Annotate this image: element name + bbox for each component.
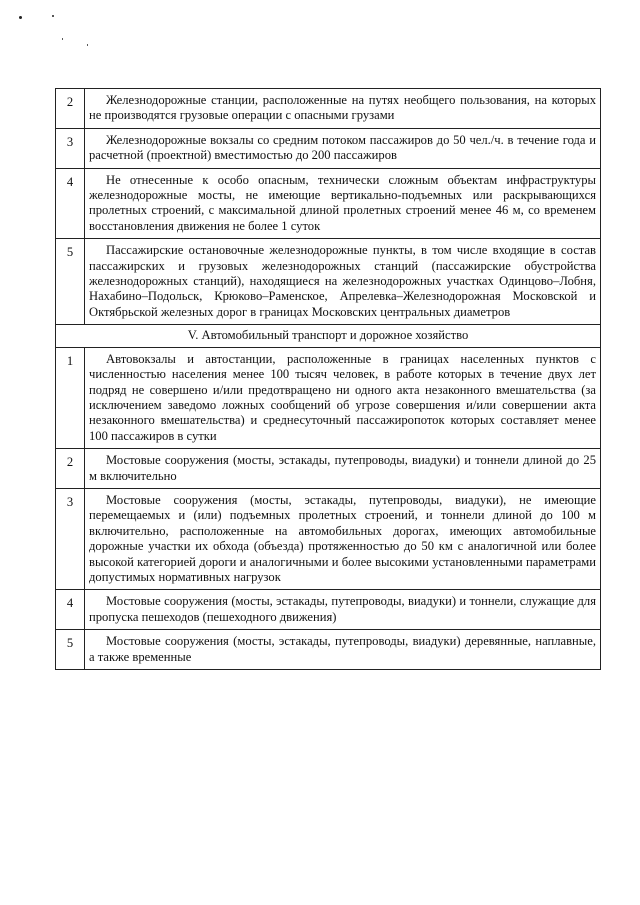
row-text [85,630,601,670]
row-number: 2 [56,89,85,129]
row-text-paragraph: Железнодорожные станции, расположенные на путях необщего пользования, на которых не производятся грузовые операции с опасными грузами [89,93,596,123]
row-text-paragraph: Автовокзалы и автостанции, расположенные в границах населенных пунктов с численностью населения менее 100 тысяч человек, в работе которых в течение двух лет подряд не совершено и/или предотвращено ни одного акта незаконного вмешательства (за исключением заведомо ложных сообщений об угрозе совершения и/или совершении акта незаконного вмешательства) и среднесуточный пассажиропоток которых составляет менее 100 пассажиров в сутки [89,351,596,443]
row-text [85,590,601,630]
row-number: 5 [56,630,85,670]
table-row [56,347,601,448]
scan-speck [87,44,88,46]
table-row [56,239,601,325]
row-number: 5 [56,239,85,325]
row-text-paragraph: Мостовые сооружения (мосты, эстакады, путепроводы, виадуки) и тоннели длиной до 25 м включительно [89,453,596,483]
document-table [55,88,601,670]
table-row [56,488,601,589]
row-text-paragraph: Мостовые сооружения (мосты, эстакады, путепроводы, виадуки) деревянные, наплавные, а также временные [89,634,596,664]
table-row [56,590,601,630]
row-text-paragraph: Мостовые сооружения (мосты, эстакады, путепроводы, виадуки), не имеющие перемещаемых и (или) подъемных пролетных строений, и тоннели длиной до 100 м включительно, расположенные на автомобильных дорогах, имеющих автомобильные дорожные участки их обхода (объезда) протяженностью до 50 км с аналогичной или более высокой категорией дороги и аналогичными и более высокими установленными параметрами допустимых нормативных нагрузок [89,492,596,584]
scan-speck [52,15,54,17]
scan-speck [19,16,22,19]
table-row [56,128,601,168]
row-text-paragraph: Не отнесенные к особо опасным, технически сложным объектам инфраструктуры железнодорожные мосты, не имеющие вертикально-подъемных или раскрывающихся пролетных строений, с максимальной длиной пролетных строений менее 46 м, со временем восстановления движения не более 1 суток [89,172,596,233]
row-text-paragraph: Мостовые сооружения (мосты, эстакады, путепроводы, виадуки) и тоннели, служащие для пропуска пешеходов (пешеходного движения) [89,594,596,624]
row-text-paragraph: Железнодорожные вокзалы со средним потоком пассажиров до 50 чел./ч. в течение года и расчетной (проектной) вместимостью до 200 пассажиров [89,132,596,163]
table-row [56,630,601,670]
row-number: 3 [56,488,85,589]
section-title: V. Автомобильный транспорт и дорожное хозяйство [56,325,601,347]
row-number: 3 [56,128,85,168]
row-number: 2 [56,449,85,489]
scan-speck [62,38,63,40]
row-text [85,488,601,589]
row-text [85,128,601,168]
row-text [85,239,601,325]
row-text [85,89,601,129]
row-number: 1 [56,347,85,448]
row-number: 4 [56,590,85,630]
row-number: 4 [56,168,85,239]
table-row [56,168,601,239]
row-text [85,449,601,489]
row-text [85,168,601,239]
row-text-paragraph: Пассажирские остановочные железнодорожные пункты, в том числе входящие в состав пассажирских и грузовых железнодорожных станций (пассажирские обустройства железнодорожных станций), находящиеся на железнодорожных участках Одинцово–Лобня, Нахабино–Подольск, Крюково–Раменское, Апрелевка–Железнодорожная Московской и Октябрьской железных дорог в границах Московских центральных диаметров [89,243,596,319]
section-header-row [56,325,601,347]
table-row [56,449,601,489]
table-row [56,89,601,129]
row-text [85,347,601,448]
